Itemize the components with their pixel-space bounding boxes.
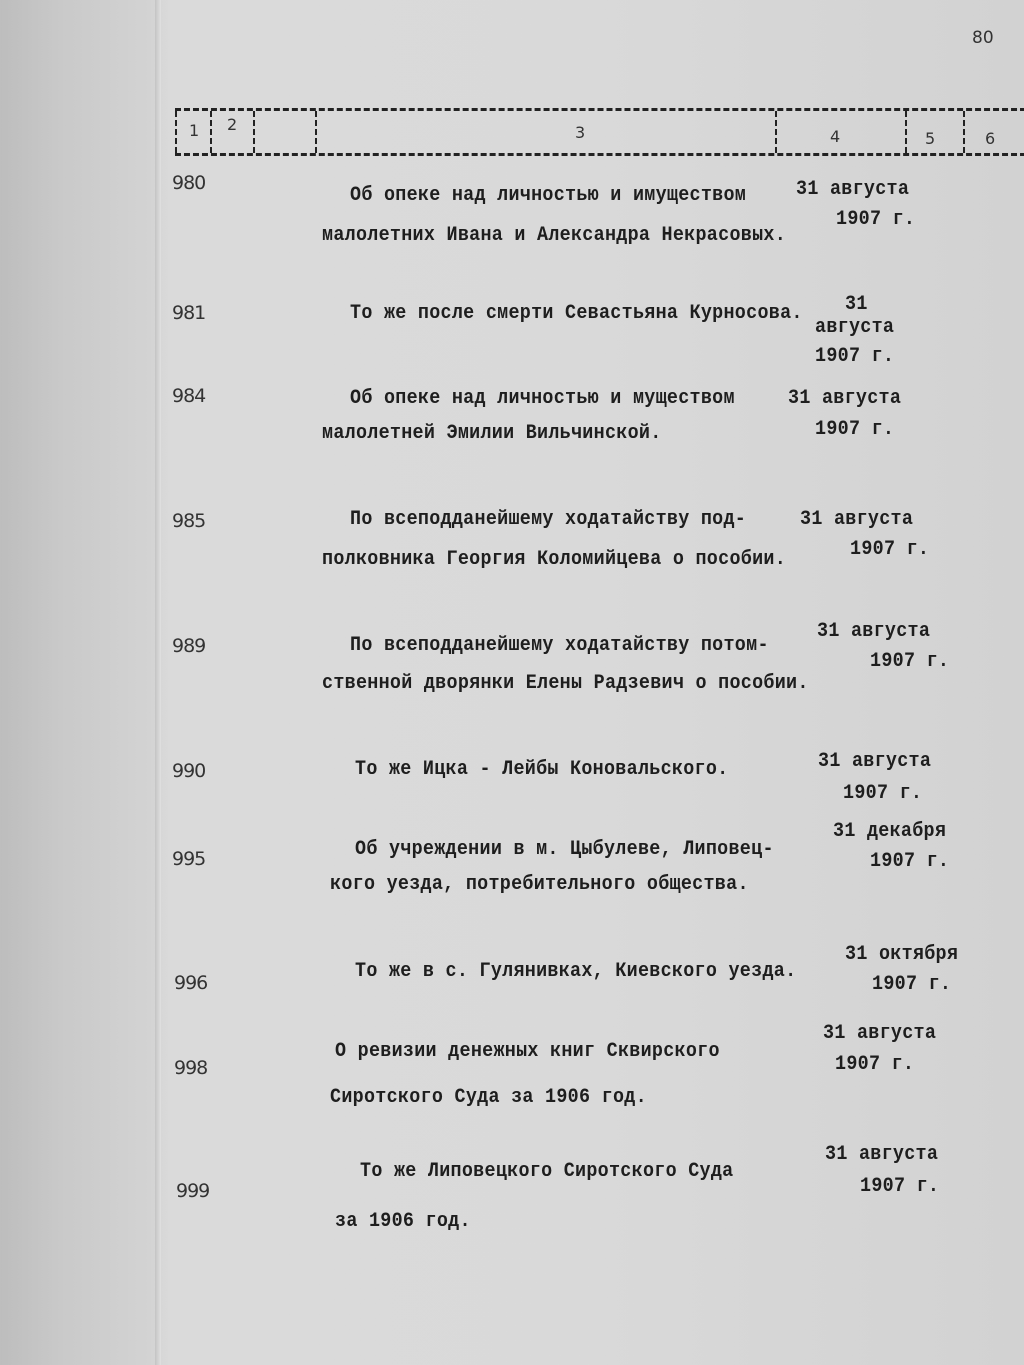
entry-date: 31 августа [825, 1143, 939, 1166]
entry-text-line: О ревизии денежных книг Сквирского [335, 1040, 720, 1063]
entry-date: 1907 г. [836, 208, 916, 231]
entry-number: 985 [172, 510, 206, 532]
entry-date: 31 августа [823, 1022, 937, 1045]
entry-number: 989 [172, 635, 206, 657]
table-header [175, 108, 1024, 156]
entry-number: 984 [172, 385, 206, 407]
entry-date: 1907 г. [815, 418, 895, 441]
entry-text-line: То же Липовецкого Сиротского Суда [360, 1160, 734, 1183]
entry-number: 995 [172, 848, 206, 870]
entry-date: 31 декабря [833, 820, 947, 843]
column-divider [210, 111, 212, 153]
entry-text-line: Об опеке над личностью и муществом [350, 387, 735, 410]
entry-text-line: Сиротского Суда за 1906 год. [330, 1086, 647, 1109]
entry-text-line: за 1906 год. [335, 1210, 471, 1233]
column-label-1: 1 [189, 121, 200, 140]
entry-text-line: ственной дворянки Елены Радзевич о пособии. [322, 672, 809, 695]
entry-number: 996 [174, 972, 208, 994]
entry-date: 31 [845, 293, 868, 316]
entry-number: 990 [172, 760, 206, 782]
entry-date: августа [815, 316, 895, 339]
entry-text-line: То же Ицка - Лейбы Коновальского. [355, 758, 729, 781]
entry-text-line: То же в с. Гулянивках, Киевского уезда. [355, 960, 797, 983]
entry-date: 1907 г. [860, 1175, 940, 1198]
entry-date: 1907 г. [872, 973, 952, 996]
column-label-5: 5 [925, 129, 936, 148]
entry-date: 1907 г. [835, 1053, 915, 1076]
column-label-4: 4 [830, 127, 841, 146]
entry-date: 1907 г. [870, 650, 950, 673]
column-divider [905, 111, 907, 153]
entry-date: 31 августа [788, 387, 902, 410]
entry-number: 999 [176, 1180, 210, 1202]
column-divider [775, 111, 777, 153]
column-label-3: 3 [575, 123, 586, 142]
entry-number: 980 [172, 172, 206, 194]
entry-date: 31 августа [800, 508, 914, 531]
entry-text-line: малолетних Ивана и Александра Некрасовых. [322, 224, 787, 247]
entry-date: 31 августа [817, 620, 931, 643]
entry-number: 998 [174, 1057, 208, 1079]
entry-text-line: По всеподданейшему ходатайству потом- [350, 634, 769, 657]
page-fold [155, 0, 161, 1365]
entry-text-line: кого уезда, потребительного общества. [330, 873, 749, 896]
column-label-6: 6 [985, 129, 996, 148]
entry-text-line: Об учреждении в м. Цыбулеве, Липовец- [355, 838, 774, 861]
column-divider [963, 111, 965, 153]
entry-date: 31 августа [818, 750, 932, 773]
entry-text-line: То же после смерти Севастьяна Курносова. [350, 302, 803, 325]
column-divider [253, 111, 255, 153]
entry-text-line: полковника Георгия Коломийцева о пособии. [322, 548, 787, 571]
entry-date: 31 октября [845, 943, 959, 966]
entry-text-line: малолетней Эмилии Вильчинской. [322, 422, 662, 445]
page-number: 80 [972, 28, 994, 48]
entry-text-line: Об опеке над личностью и имуществом [350, 184, 747, 207]
entry-date: 31 августа [796, 178, 910, 201]
column-label-2: 2 [227, 115, 238, 134]
column-divider [175, 111, 177, 153]
entry-date: 1907 г. [815, 345, 895, 368]
entry-number: 981 [172, 302, 206, 324]
column-divider [315, 111, 317, 153]
entry-date: 1907 г. [850, 538, 930, 561]
entry-date: 1907 г. [870, 850, 950, 873]
entry-date: 1907 г. [843, 782, 923, 805]
entry-text-line: По всеподданейшему ходатайству под- [350, 508, 747, 531]
